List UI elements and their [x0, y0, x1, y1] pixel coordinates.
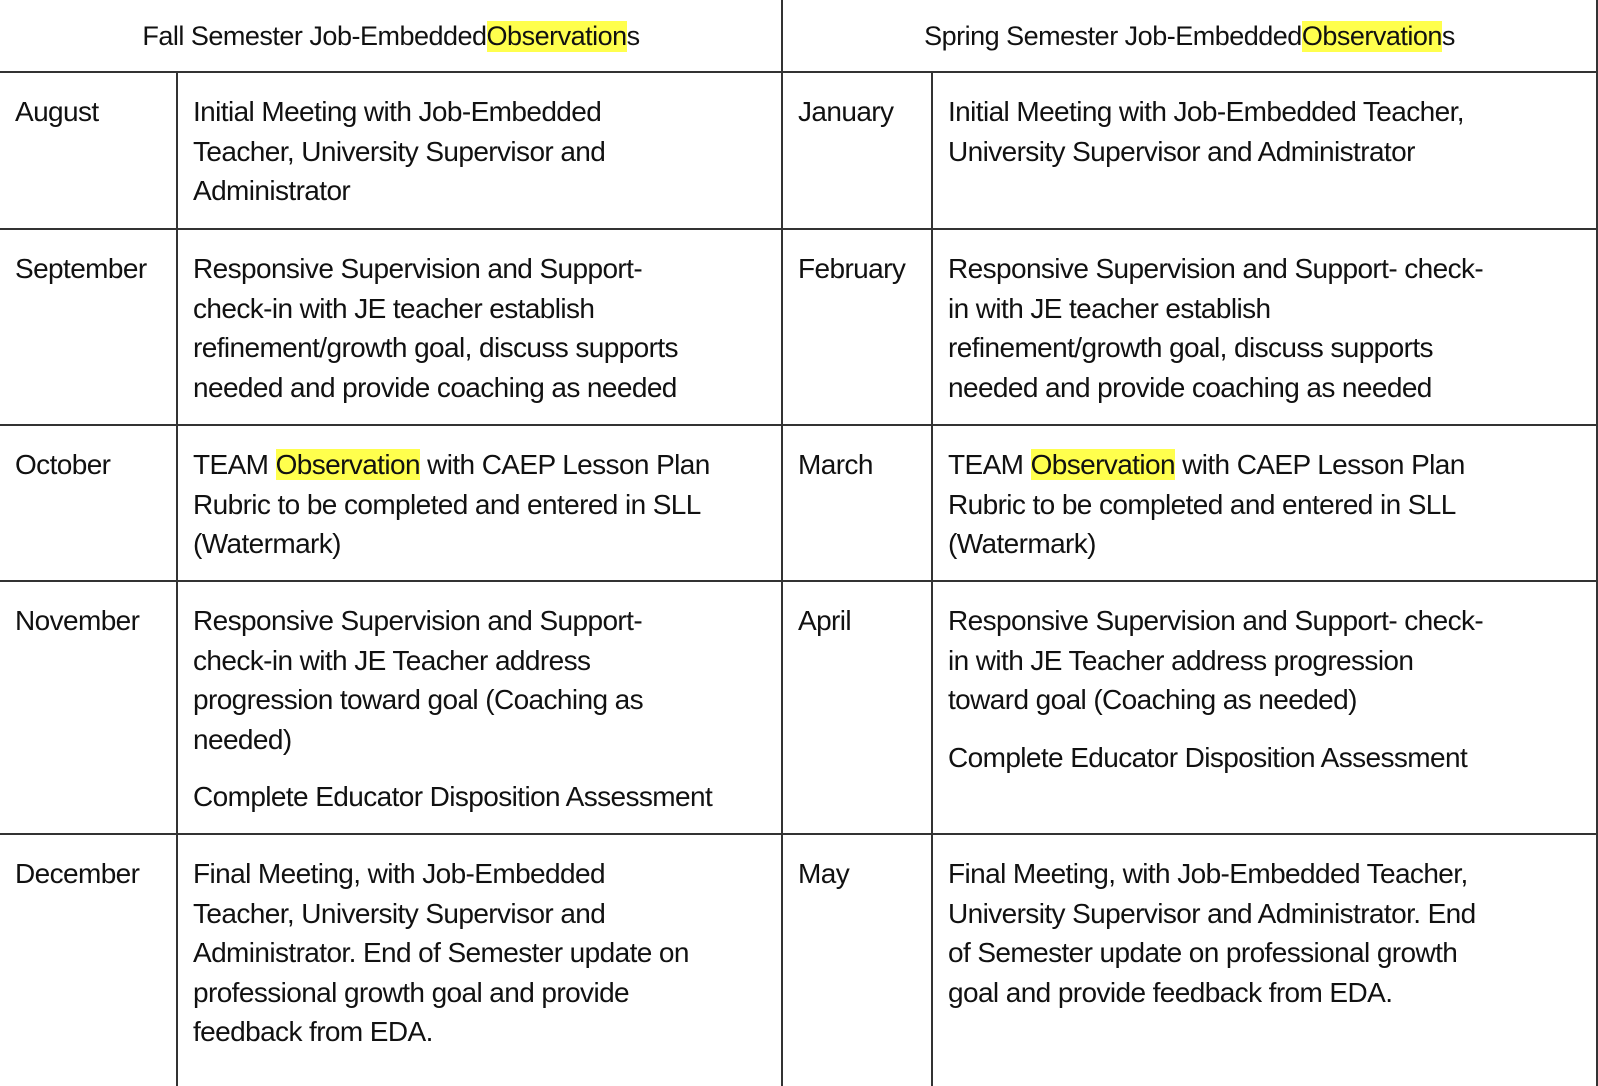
description-line: check-in with JE Teacher address [193, 644, 591, 676]
description-line: Responsive Supervision and Support- check- [948, 605, 1484, 636]
header-highlighted-text: Observation [486, 20, 627, 51]
description-line: Responsive Supervision and Support- [193, 253, 643, 284]
description-line: needed) [193, 723, 292, 755]
description-line: Administrator [193, 175, 351, 206]
month-label: December [15, 858, 140, 889]
column-divider [781, 0, 783, 1086]
description-line: University Supervisor and Administrator. End [948, 897, 1476, 929]
row-divider [0, 424, 1598, 426]
header-text: Fall Semester Job-Embedded [142, 20, 487, 51]
text: with CAEP Lesson Plan [419, 449, 710, 480]
activity-description [193, 92, 605, 211]
text: TEAM [193, 449, 276, 480]
description-line: Rubric to be completed and entered in SLL [948, 488, 1456, 520]
activity-description [193, 601, 712, 817]
description-line: University Supervisor and Administrator [948, 135, 1415, 167]
month-label: September [15, 253, 147, 284]
activity-description [948, 445, 1465, 564]
text: TEAM [948, 449, 1031, 480]
description-line: check-in with JE teacher establish [193, 292, 595, 324]
description-line: Teacher, University Supervisor and [193, 897, 606, 929]
month-label: May [798, 858, 850, 889]
description-line: Rubric to be completed and entered in SLL [193, 488, 701, 520]
activity-description [948, 601, 1483, 777]
row-divider [0, 833, 1598, 835]
description-line [948, 445, 1465, 485]
month-label: August [15, 96, 99, 127]
month-label: April [798, 605, 852, 636]
highlighted-text: Observation [275, 449, 420, 480]
description-line: goal and provide feedback from EDA. [948, 976, 1393, 1008]
text: with CAEP Lesson Plan [1174, 449, 1465, 480]
activity-description [948, 854, 1476, 1012]
row-divider [0, 580, 1598, 582]
column-divider [931, 72, 933, 1086]
description-line: (Watermark) [193, 528, 341, 559]
month-label: February [798, 253, 906, 284]
activity-description [193, 445, 710, 564]
activity-description [193, 854, 689, 1052]
description-line: refinement/growth goal, discuss supports [948, 332, 1433, 363]
highlighted-text: Observation [1030, 449, 1175, 480]
description-line: of Semester update on professional growth [948, 937, 1458, 968]
month-label: January [798, 96, 894, 127]
description-line: professional growth goal and provide [193, 976, 630, 1008]
description-line: Initial Meeting with Job-Embedded Teacher, [948, 96, 1464, 127]
description-line: (Watermark) [948, 528, 1096, 559]
month-label: March [798, 449, 873, 480]
activity-description [948, 249, 1483, 407]
description-line: Administrator. End of Semester update on [193, 937, 689, 968]
description-line: needed and provide coaching as needed [948, 371, 1432, 403]
activity-description [948, 92, 1464, 171]
row-divider [0, 228, 1598, 230]
header-text-suffix: s [626, 20, 640, 51]
header-text: Spring Semester Job-Embedded [924, 20, 1302, 51]
activity-description [193, 249, 678, 407]
description-line: feedback from EDA. [193, 1016, 433, 1047]
column-divider [176, 72, 178, 1086]
description-line: Responsive Supervision and Support- [193, 605, 643, 636]
month-label: October [15, 449, 111, 480]
description-extra: Complete Educator Disposition Assessment [948, 741, 1468, 773]
description-line: Final Meeting, with Job-Embedded Teacher, [948, 858, 1468, 889]
description-line: Responsive Supervision and Support- check- [948, 253, 1484, 284]
description-line: in with JE Teacher address progression [948, 644, 1414, 676]
description-line: Teacher, University Supervisor and [193, 135, 606, 167]
description-line: Final Meeting, with Job-Embedded [193, 858, 605, 889]
header-highlighted-text: Observation [1301, 20, 1442, 51]
description-line: progression toward goal (Coaching as [193, 684, 643, 715]
description-line: needed and provide coaching as needed [193, 371, 677, 403]
description-line [193, 445, 710, 485]
description-line: refinement/growth goal, discuss supports [193, 332, 678, 363]
description-extra: Complete Educator Disposition Assessment [193, 781, 713, 812]
month-label: November [15, 605, 140, 636]
description-line: Initial Meeting with Job-Embedded [193, 96, 602, 127]
fall-semester-header [0, 0, 782, 72]
description-line: in with JE teacher establish [948, 292, 1271, 324]
header-text-suffix: s [1441, 20, 1455, 51]
description-line: toward goal (Coaching as needed) [948, 684, 1357, 715]
spring-semester-header [782, 0, 1597, 72]
